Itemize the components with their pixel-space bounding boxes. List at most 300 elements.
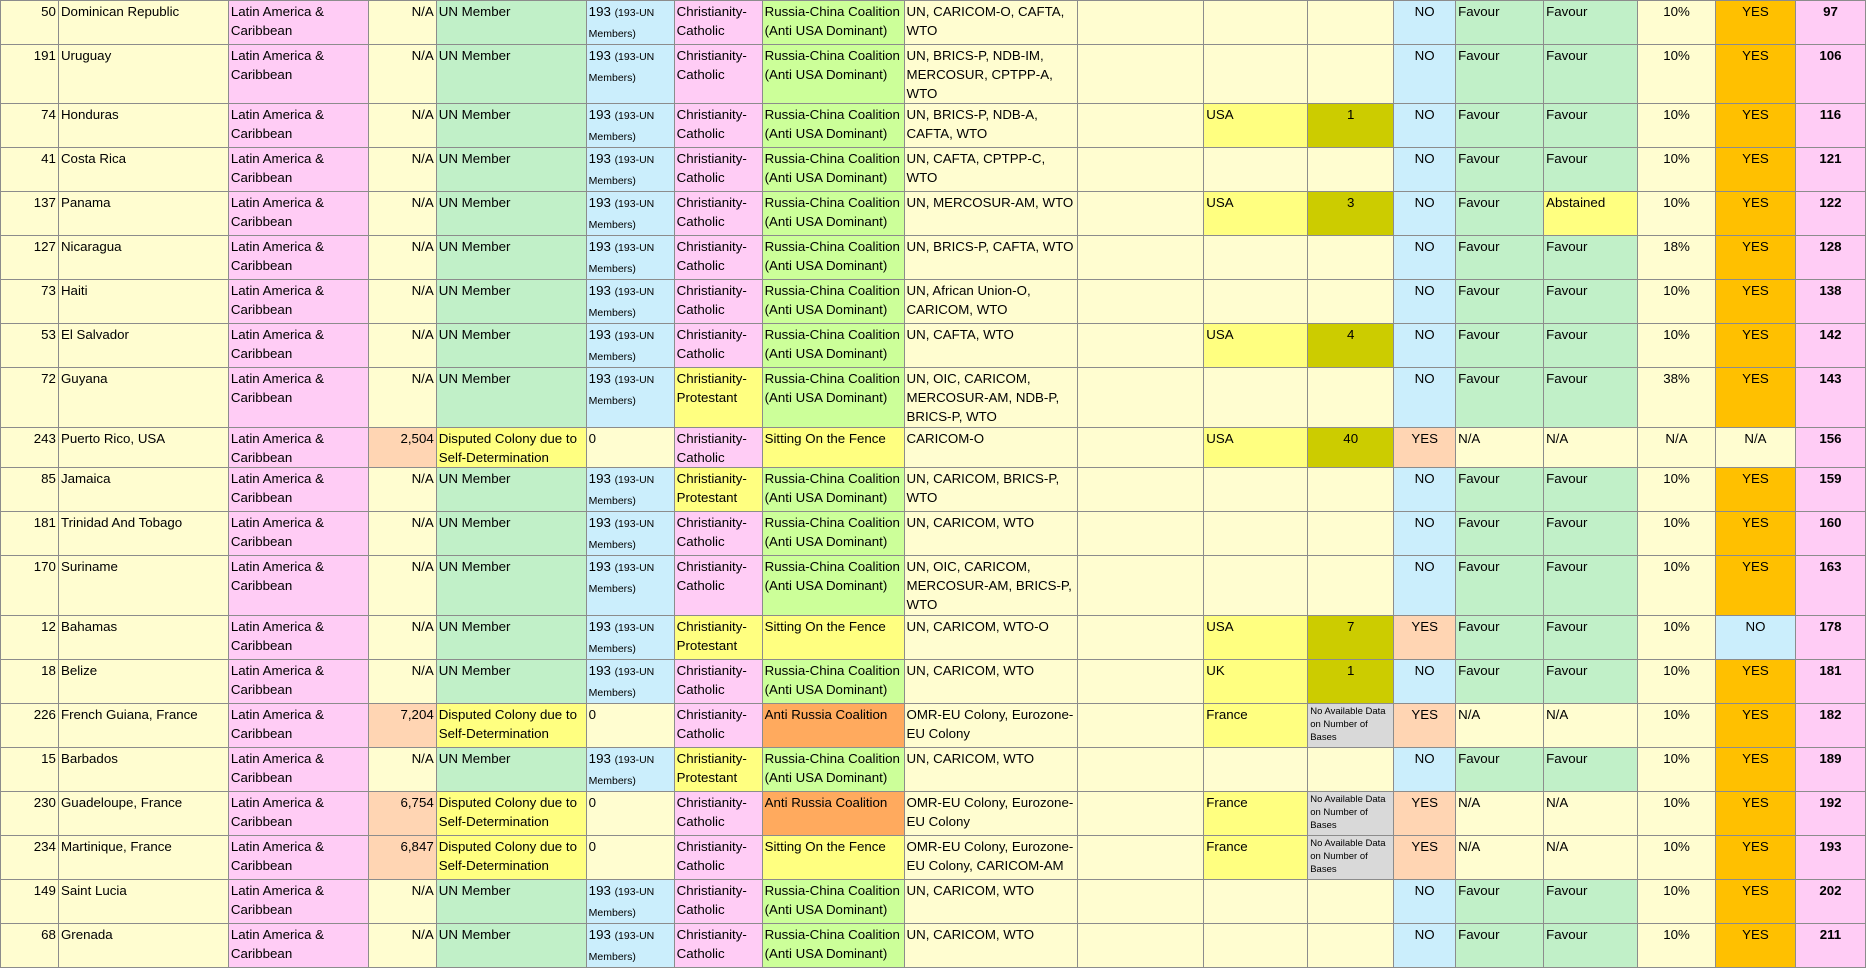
row-id-cell[interactable]: 50: [1, 1, 59, 45]
region-cell[interactable]: Latin America & Caribbean: [228, 368, 368, 428]
eligible-cell[interactable]: YES: [1715, 468, 1795, 512]
organizations-cell[interactable]: UN, CARICOM-O, CAFTA, WTO: [904, 1, 1078, 45]
vote-2-cell[interactable]: Favour: [1544, 468, 1638, 512]
rank-cell[interactable]: 143: [1795, 368, 1865, 428]
status-cell[interactable]: UN Member: [436, 748, 586, 792]
country-cell[interactable]: French Guiana, France: [58, 704, 228, 748]
rank-cell[interactable]: 160: [1795, 512, 1865, 556]
organizations-cell[interactable]: UN, CARICOM, WTO: [904, 748, 1078, 792]
region-cell[interactable]: Latin America & Caribbean: [228, 836, 368, 880]
vote-1-cell[interactable]: Favour: [1456, 880, 1544, 924]
rate-cell[interactable]: 10%: [1638, 324, 1716, 368]
rank-cell[interactable]: 181: [1795, 660, 1865, 704]
status-cell[interactable]: Disputed Colony due to Self-Determination: [436, 428, 586, 468]
members-cell[interactable]: [586, 660, 674, 704]
vote-1-cell[interactable]: Favour: [1456, 236, 1544, 280]
organizations-cell[interactable]: UN, CAFTA, WTO: [904, 324, 1078, 368]
base-country-cell[interactable]: [1204, 236, 1308, 280]
base-country-cell[interactable]: [1204, 148, 1308, 192]
colony-flag-cell[interactable]: NO: [1394, 468, 1456, 512]
colony-flag-cell[interactable]: NO: [1394, 324, 1456, 368]
members-cell[interactable]: [586, 324, 674, 368]
colony-flag-cell[interactable]: YES: [1394, 428, 1456, 468]
vote-1-cell[interactable]: Favour: [1456, 468, 1544, 512]
vote-2-cell[interactable]: Favour: [1544, 148, 1638, 192]
members-cell[interactable]: [586, 924, 674, 968]
region-cell[interactable]: Latin America & Caribbean: [228, 616, 368, 660]
row-id-cell[interactable]: 15: [1, 748, 59, 792]
empty-cell[interactable]: [1078, 324, 1204, 368]
organizations-cell[interactable]: UN, CARICOM, WTO: [904, 660, 1078, 704]
base-count-cell[interactable]: [1308, 148, 1394, 192]
status-cell[interactable]: Disputed Colony due to Self-Determination: [436, 792, 586, 836]
coalition-cell[interactable]: Russia-China Coalition (Anti USA Dominant): [762, 748, 904, 792]
region-cell[interactable]: Latin America & Caribbean: [228, 792, 368, 836]
coalition-cell[interactable]: Russia-China Coalition (Anti USA Dominant): [762, 1, 904, 45]
members-cell[interactable]: [586, 192, 674, 236]
eligible-cell[interactable]: YES: [1715, 512, 1795, 556]
region-cell[interactable]: Latin America & Caribbean: [228, 192, 368, 236]
vote-1-cell[interactable]: N/A: [1456, 836, 1544, 880]
vote-1-cell[interactable]: Favour: [1456, 660, 1544, 704]
vote-2-cell[interactable]: Favour: [1544, 880, 1638, 924]
vote-1-cell[interactable]: Favour: [1456, 368, 1544, 428]
coalition-cell[interactable]: Russia-China Coalition (Anti USA Dominant): [762, 192, 904, 236]
country-cell[interactable]: Martinique, France: [58, 836, 228, 880]
status-cell[interactable]: UN Member: [436, 236, 586, 280]
eligible-cell[interactable]: YES: [1715, 1, 1795, 45]
religion-cell[interactable]: Christianity-Protestant: [674, 748, 762, 792]
religion-cell[interactable]: Christianity-Catholic: [674, 792, 762, 836]
region-cell[interactable]: Latin America & Caribbean: [228, 324, 368, 368]
base-count-cell[interactable]: [1308, 45, 1394, 104]
vote-2-cell[interactable]: Favour: [1544, 660, 1638, 704]
region-cell[interactable]: Latin America & Caribbean: [228, 280, 368, 324]
eligible-cell[interactable]: YES: [1715, 792, 1795, 836]
base-count-cell[interactable]: [1308, 468, 1394, 512]
country-cell[interactable]: Jamaica: [58, 468, 228, 512]
eligible-cell[interactable]: N/A: [1715, 428, 1795, 468]
rate-cell[interactable]: 10%: [1638, 880, 1716, 924]
region-cell[interactable]: Latin America & Caribbean: [228, 236, 368, 280]
rate-cell[interactable]: 10%: [1638, 1, 1716, 45]
base-count-cell[interactable]: 1: [1308, 104, 1394, 148]
base-country-cell[interactable]: [1204, 924, 1308, 968]
colony-flag-cell[interactable]: NO: [1394, 880, 1456, 924]
members-cell[interactable]: [586, 104, 674, 148]
vote-2-cell[interactable]: Favour: [1544, 45, 1638, 104]
coalition-cell[interactable]: Russia-China Coalition (Anti USA Dominant): [762, 368, 904, 428]
members-cell[interactable]: [586, 792, 674, 836]
row-id-cell[interactable]: 226: [1, 704, 59, 748]
population-cell[interactable]: N/A: [368, 660, 436, 704]
rate-cell[interactable]: 10%: [1638, 468, 1716, 512]
organizations-cell[interactable]: CARICOM-O: [904, 428, 1078, 468]
organizations-cell[interactable]: UN, BRICS-P, NDB-A, CAFTA, WTO: [904, 104, 1078, 148]
population-cell[interactable]: N/A: [368, 616, 436, 660]
region-cell[interactable]: Latin America & Caribbean: [228, 428, 368, 468]
eligible-cell[interactable]: YES: [1715, 556, 1795, 616]
organizations-cell[interactable]: UN, BRICS-P, CAFTA, WTO: [904, 236, 1078, 280]
region-cell[interactable]: Latin America & Caribbean: [228, 468, 368, 512]
base-country-cell[interactable]: France: [1204, 836, 1308, 880]
population-cell[interactable]: 6,847: [368, 836, 436, 880]
vote-2-cell[interactable]: Favour: [1544, 924, 1638, 968]
row-id-cell[interactable]: 181: [1, 512, 59, 556]
organizations-cell[interactable]: UN, OIC, CARICOM, MERCOSUR-AM, NDB-P, BRICS-P, WTO: [904, 368, 1078, 428]
empty-cell[interactable]: [1078, 1, 1204, 45]
row-id-cell[interactable]: 170: [1, 556, 59, 616]
rate-cell[interactable]: 10%: [1638, 192, 1716, 236]
vote-2-cell[interactable]: Favour: [1544, 236, 1638, 280]
status-cell[interactable]: UN Member: [436, 324, 586, 368]
vote-1-cell[interactable]: Favour: [1456, 924, 1544, 968]
population-cell[interactable]: N/A: [368, 368, 436, 428]
religion-cell[interactable]: Christianity-Catholic: [674, 428, 762, 468]
country-cell[interactable]: Trinidad And Tobago: [58, 512, 228, 556]
organizations-cell[interactable]: UN, CARICOM, WTO: [904, 512, 1078, 556]
rank-cell[interactable]: 211: [1795, 924, 1865, 968]
rank-cell[interactable]: 138: [1795, 280, 1865, 324]
religion-cell[interactable]: Christianity-Protestant: [674, 616, 762, 660]
vote-1-cell[interactable]: Favour: [1456, 512, 1544, 556]
vote-2-cell[interactable]: Favour: [1544, 104, 1638, 148]
organizations-cell[interactable]: UN, CARICOM, WTO-O: [904, 616, 1078, 660]
coalition-cell[interactable]: Russia-China Coalition (Anti USA Dominant): [762, 924, 904, 968]
rate-cell[interactable]: 10%: [1638, 792, 1716, 836]
empty-cell[interactable]: [1078, 104, 1204, 148]
colony-flag-cell[interactable]: NO: [1394, 512, 1456, 556]
eligible-cell[interactable]: YES: [1715, 192, 1795, 236]
religion-cell[interactable]: Christianity-Catholic: [674, 280, 762, 324]
rank-cell[interactable]: 178: [1795, 616, 1865, 660]
status-cell[interactable]: UN Member: [436, 512, 586, 556]
base-country-cell[interactable]: [1204, 512, 1308, 556]
vote-2-cell[interactable]: Favour: [1544, 324, 1638, 368]
vote-2-cell[interactable]: Favour: [1544, 368, 1638, 428]
vote-1-cell[interactable]: Favour: [1456, 324, 1544, 368]
region-cell[interactable]: Latin America & Caribbean: [228, 924, 368, 968]
population-cell[interactable]: 6,754: [368, 792, 436, 836]
eligible-cell[interactable]: YES: [1715, 104, 1795, 148]
base-count-cell[interactable]: [1308, 748, 1394, 792]
region-cell[interactable]: Latin America & Caribbean: [228, 104, 368, 148]
members-cell[interactable]: [586, 428, 674, 468]
colony-flag-cell[interactable]: NO: [1394, 104, 1456, 148]
base-country-cell[interactable]: USA: [1204, 324, 1308, 368]
rank-cell[interactable]: 159: [1795, 468, 1865, 512]
religion-cell[interactable]: Christianity-Catholic: [674, 1, 762, 45]
row-id-cell[interactable]: 243: [1, 428, 59, 468]
country-cell[interactable]: Costa Rica: [58, 148, 228, 192]
coalition-cell[interactable]: Russia-China Coalition (Anti USA Dominant): [762, 280, 904, 324]
vote-1-cell[interactable]: N/A: [1456, 428, 1544, 468]
organizations-cell[interactable]: UN, OIC, CARICOM, MERCOSUR-AM, BRICS-P, WTO: [904, 556, 1078, 616]
coalition-cell[interactable]: Anti Russia Coalition: [762, 704, 904, 748]
rate-cell[interactable]: 10%: [1638, 556, 1716, 616]
rank-cell[interactable]: 122: [1795, 192, 1865, 236]
members-cell[interactable]: [586, 280, 674, 324]
base-count-cell[interactable]: 40: [1308, 428, 1394, 468]
organizations-cell[interactable]: UN, MERCOSUR-AM, WTO: [904, 192, 1078, 236]
vote-1-cell[interactable]: Favour: [1456, 556, 1544, 616]
row-id-cell[interactable]: 85: [1, 468, 59, 512]
empty-cell[interactable]: [1078, 148, 1204, 192]
population-cell[interactable]: N/A: [368, 512, 436, 556]
country-cell[interactable]: Panama: [58, 192, 228, 236]
religion-cell[interactable]: Christianity-Catholic: [674, 924, 762, 968]
row-id-cell[interactable]: 12: [1, 616, 59, 660]
colony-flag-cell[interactable]: NO: [1394, 924, 1456, 968]
base-country-cell[interactable]: [1204, 280, 1308, 324]
population-cell[interactable]: N/A: [368, 880, 436, 924]
eligible-cell[interactable]: YES: [1715, 880, 1795, 924]
status-cell[interactable]: UN Member: [436, 556, 586, 616]
religion-cell[interactable]: Christianity-Catholic: [674, 148, 762, 192]
population-cell[interactable]: N/A: [368, 104, 436, 148]
population-cell[interactable]: N/A: [368, 324, 436, 368]
vote-2-cell[interactable]: Favour: [1544, 1, 1638, 45]
empty-cell[interactable]: [1078, 368, 1204, 428]
rate-cell[interactable]: 10%: [1638, 748, 1716, 792]
population-cell[interactable]: N/A: [368, 236, 436, 280]
vote-1-cell[interactable]: N/A: [1456, 704, 1544, 748]
country-cell[interactable]: Grenada: [58, 924, 228, 968]
country-cell[interactable]: Guadeloupe, France: [58, 792, 228, 836]
rank-cell[interactable]: 116: [1795, 104, 1865, 148]
religion-cell[interactable]: Christianity-Catholic: [674, 324, 762, 368]
status-cell[interactable]: UN Member: [436, 368, 586, 428]
vote-1-cell[interactable]: N/A: [1456, 792, 1544, 836]
vote-2-cell[interactable]: Favour: [1544, 512, 1638, 556]
row-id-cell[interactable]: 234: [1, 836, 59, 880]
country-cell[interactable]: Barbados: [58, 748, 228, 792]
organizations-cell[interactable]: OMR-EU Colony, Eurozone-EU Colony: [904, 704, 1078, 748]
base-country-cell[interactable]: USA: [1204, 616, 1308, 660]
base-count-cell[interactable]: 1: [1308, 660, 1394, 704]
eligible-cell[interactable]: YES: [1715, 236, 1795, 280]
coalition-cell[interactable]: Russia-China Coalition (Anti USA Dominant): [762, 324, 904, 368]
organizations-cell[interactable]: UN, CARICOM, WTO: [904, 924, 1078, 968]
coalition-cell[interactable]: Russia-China Coalition (Anti USA Dominant): [762, 512, 904, 556]
country-cell[interactable]: Guyana: [58, 368, 228, 428]
religion-cell[interactable]: Christianity-Protestant: [674, 368, 762, 428]
status-cell[interactable]: UN Member: [436, 192, 586, 236]
coalition-cell[interactable]: Russia-China Coalition (Anti USA Dominant): [762, 104, 904, 148]
empty-cell[interactable]: [1078, 192, 1204, 236]
religion-cell[interactable]: Christianity-Catholic: [674, 192, 762, 236]
coalition-cell[interactable]: Russia-China Coalition (Anti USA Dominant): [762, 45, 904, 104]
country-cell[interactable]: Dominican Republic: [58, 1, 228, 45]
row-id-cell[interactable]: 68: [1, 924, 59, 968]
colony-flag-cell[interactable]: NO: [1394, 1, 1456, 45]
vote-1-cell[interactable]: Favour: [1456, 748, 1544, 792]
eligible-cell[interactable]: YES: [1715, 836, 1795, 880]
coalition-cell[interactable]: Russia-China Coalition (Anti USA Dominant): [762, 880, 904, 924]
members-cell[interactable]: [586, 1, 674, 45]
country-cell[interactable]: Haiti: [58, 280, 228, 324]
vote-2-cell[interactable]: Abstained: [1544, 192, 1638, 236]
status-cell[interactable]: UN Member: [436, 924, 586, 968]
row-id-cell[interactable]: 18: [1, 660, 59, 704]
members-cell[interactable]: [586, 236, 674, 280]
religion-cell[interactable]: Christianity-Catholic: [674, 45, 762, 104]
base-country-cell[interactable]: France: [1204, 704, 1308, 748]
region-cell[interactable]: Latin America & Caribbean: [228, 45, 368, 104]
vote-2-cell[interactable]: Favour: [1544, 748, 1638, 792]
organizations-cell[interactable]: UN, African Union-O, CARICOM, WTO: [904, 280, 1078, 324]
rate-cell[interactable]: 18%: [1638, 236, 1716, 280]
row-id-cell[interactable]: 53: [1, 324, 59, 368]
organizations-cell[interactable]: OMR-EU Colony, Eurozone-EU Colony, CARICOM-AM: [904, 836, 1078, 880]
rank-cell[interactable]: 128: [1795, 236, 1865, 280]
base-count-cell[interactable]: 4: [1308, 324, 1394, 368]
status-cell[interactable]: UN Member: [436, 468, 586, 512]
population-cell[interactable]: N/A: [368, 924, 436, 968]
colony-flag-cell[interactable]: NO: [1394, 368, 1456, 428]
row-id-cell[interactable]: 73: [1, 280, 59, 324]
religion-cell[interactable]: Christianity-Catholic: [674, 512, 762, 556]
base-count-cell[interactable]: 3: [1308, 192, 1394, 236]
coalition-cell[interactable]: Russia-China Coalition (Anti USA Dominant): [762, 148, 904, 192]
rank-cell[interactable]: 97: [1795, 1, 1865, 45]
empty-cell[interactable]: [1078, 924, 1204, 968]
eligible-cell[interactable]: YES: [1715, 924, 1795, 968]
population-cell[interactable]: N/A: [368, 1, 436, 45]
coalition-cell[interactable]: Russia-China Coalition (Anti USA Dominant): [762, 660, 904, 704]
row-id-cell[interactable]: 191: [1, 45, 59, 104]
base-country-cell[interactable]: [1204, 556, 1308, 616]
coalition-cell[interactable]: Sitting On the Fence: [762, 836, 904, 880]
status-cell[interactable]: UN Member: [436, 880, 586, 924]
empty-cell[interactable]: [1078, 468, 1204, 512]
members-cell[interactable]: [586, 704, 674, 748]
rate-cell[interactable]: 10%: [1638, 280, 1716, 324]
members-cell[interactable]: [586, 512, 674, 556]
organizations-cell[interactable]: UN, BRICS-P, NDB-IM, MERCOSUR, CPTPP-A, WTO: [904, 45, 1078, 104]
vote-2-cell[interactable]: Favour: [1544, 280, 1638, 324]
population-cell[interactable]: N/A: [368, 748, 436, 792]
rate-cell[interactable]: 10%: [1638, 660, 1716, 704]
colony-flag-cell[interactable]: NO: [1394, 192, 1456, 236]
base-country-cell[interactable]: USA: [1204, 192, 1308, 236]
rate-cell[interactable]: 10%: [1638, 104, 1716, 148]
base-count-cell[interactable]: No Available Data on Number of Bases: [1308, 792, 1394, 836]
rank-cell[interactable]: 182: [1795, 704, 1865, 748]
members-cell[interactable]: [586, 880, 674, 924]
rate-cell[interactable]: 10%: [1638, 616, 1716, 660]
region-cell[interactable]: Latin America & Caribbean: [228, 748, 368, 792]
members-cell[interactable]: [586, 368, 674, 428]
empty-cell[interactable]: [1078, 792, 1204, 836]
status-cell[interactable]: UN Member: [436, 660, 586, 704]
empty-cell[interactable]: [1078, 428, 1204, 468]
eligible-cell[interactable]: YES: [1715, 704, 1795, 748]
eligible-cell[interactable]: YES: [1715, 45, 1795, 104]
rank-cell[interactable]: 202: [1795, 880, 1865, 924]
colony-flag-cell[interactable]: YES: [1394, 836, 1456, 880]
rank-cell[interactable]: 189: [1795, 748, 1865, 792]
region-cell[interactable]: Latin America & Caribbean: [228, 880, 368, 924]
region-cell[interactable]: Latin America & Caribbean: [228, 704, 368, 748]
colony-flag-cell[interactable]: NO: [1394, 748, 1456, 792]
colony-flag-cell[interactable]: NO: [1394, 660, 1456, 704]
colony-flag-cell[interactable]: YES: [1394, 792, 1456, 836]
vote-2-cell[interactable]: N/A: [1544, 428, 1638, 468]
country-cell[interactable]: El Salvador: [58, 324, 228, 368]
rate-cell[interactable]: 10%: [1638, 704, 1716, 748]
eligible-cell[interactable]: YES: [1715, 324, 1795, 368]
base-count-cell[interactable]: [1308, 368, 1394, 428]
empty-cell[interactable]: [1078, 748, 1204, 792]
status-cell[interactable]: UN Member: [436, 1, 586, 45]
coalition-cell[interactable]: Sitting On the Fence: [762, 428, 904, 468]
religion-cell[interactable]: Christianity-Catholic: [674, 104, 762, 148]
base-count-cell[interactable]: [1308, 924, 1394, 968]
population-cell[interactable]: 2,504: [368, 428, 436, 468]
row-id-cell[interactable]: 41: [1, 148, 59, 192]
status-cell[interactable]: UN Member: [436, 616, 586, 660]
members-cell[interactable]: [586, 616, 674, 660]
country-cell[interactable]: Honduras: [58, 104, 228, 148]
organizations-cell[interactable]: UN, CARICOM, WTO: [904, 880, 1078, 924]
status-cell[interactable]: Disputed Colony due to Self-Determination: [436, 704, 586, 748]
colony-flag-cell[interactable]: YES: [1394, 616, 1456, 660]
empty-cell[interactable]: [1078, 836, 1204, 880]
country-cell[interactable]: Saint Lucia: [58, 880, 228, 924]
eligible-cell[interactable]: YES: [1715, 660, 1795, 704]
base-country-cell[interactable]: [1204, 45, 1308, 104]
colony-flag-cell[interactable]: NO: [1394, 148, 1456, 192]
population-cell[interactable]: N/A: [368, 468, 436, 512]
rate-cell[interactable]: 10%: [1638, 836, 1716, 880]
rate-cell[interactable]: 38%: [1638, 368, 1716, 428]
base-count-cell[interactable]: No Available Data on Number of Bases: [1308, 704, 1394, 748]
vote-1-cell[interactable]: Favour: [1456, 616, 1544, 660]
rate-cell[interactable]: 10%: [1638, 45, 1716, 104]
coalition-cell[interactable]: Anti Russia Coalition: [762, 792, 904, 836]
rank-cell[interactable]: 121: [1795, 148, 1865, 192]
base-country-cell[interactable]: UK: [1204, 660, 1308, 704]
base-count-cell[interactable]: [1308, 280, 1394, 324]
organizations-cell[interactable]: OMR-EU Colony, Eurozone-EU Colony: [904, 792, 1078, 836]
base-country-cell[interactable]: [1204, 1, 1308, 45]
country-cell[interactable]: Belize: [58, 660, 228, 704]
eligible-cell[interactable]: NO: [1715, 616, 1795, 660]
base-country-cell[interactable]: France: [1204, 792, 1308, 836]
colony-flag-cell[interactable]: NO: [1394, 280, 1456, 324]
rate-cell[interactable]: 10%: [1638, 148, 1716, 192]
region-cell[interactable]: Latin America & Caribbean: [228, 660, 368, 704]
status-cell[interactable]: Disputed Colony due to Self-Determination: [436, 836, 586, 880]
empty-cell[interactable]: [1078, 556, 1204, 616]
empty-cell[interactable]: [1078, 616, 1204, 660]
rate-cell[interactable]: 10%: [1638, 512, 1716, 556]
population-cell[interactable]: N/A: [368, 556, 436, 616]
country-cell[interactable]: Bahamas: [58, 616, 228, 660]
religion-cell[interactable]: Christianity-Catholic: [674, 836, 762, 880]
country-cell[interactable]: Uruguay: [58, 45, 228, 104]
organizations-cell[interactable]: UN, CAFTA, CPTPP-C, WTO: [904, 148, 1078, 192]
members-cell[interactable]: [586, 468, 674, 512]
empty-cell[interactable]: [1078, 45, 1204, 104]
region-cell[interactable]: Latin America & Caribbean: [228, 148, 368, 192]
empty-cell[interactable]: [1078, 280, 1204, 324]
religion-cell[interactable]: Christianity-Catholic: [674, 880, 762, 924]
region-cell[interactable]: Latin America & Caribbean: [228, 556, 368, 616]
vote-2-cell[interactable]: N/A: [1544, 704, 1638, 748]
population-cell[interactable]: N/A: [368, 45, 436, 104]
